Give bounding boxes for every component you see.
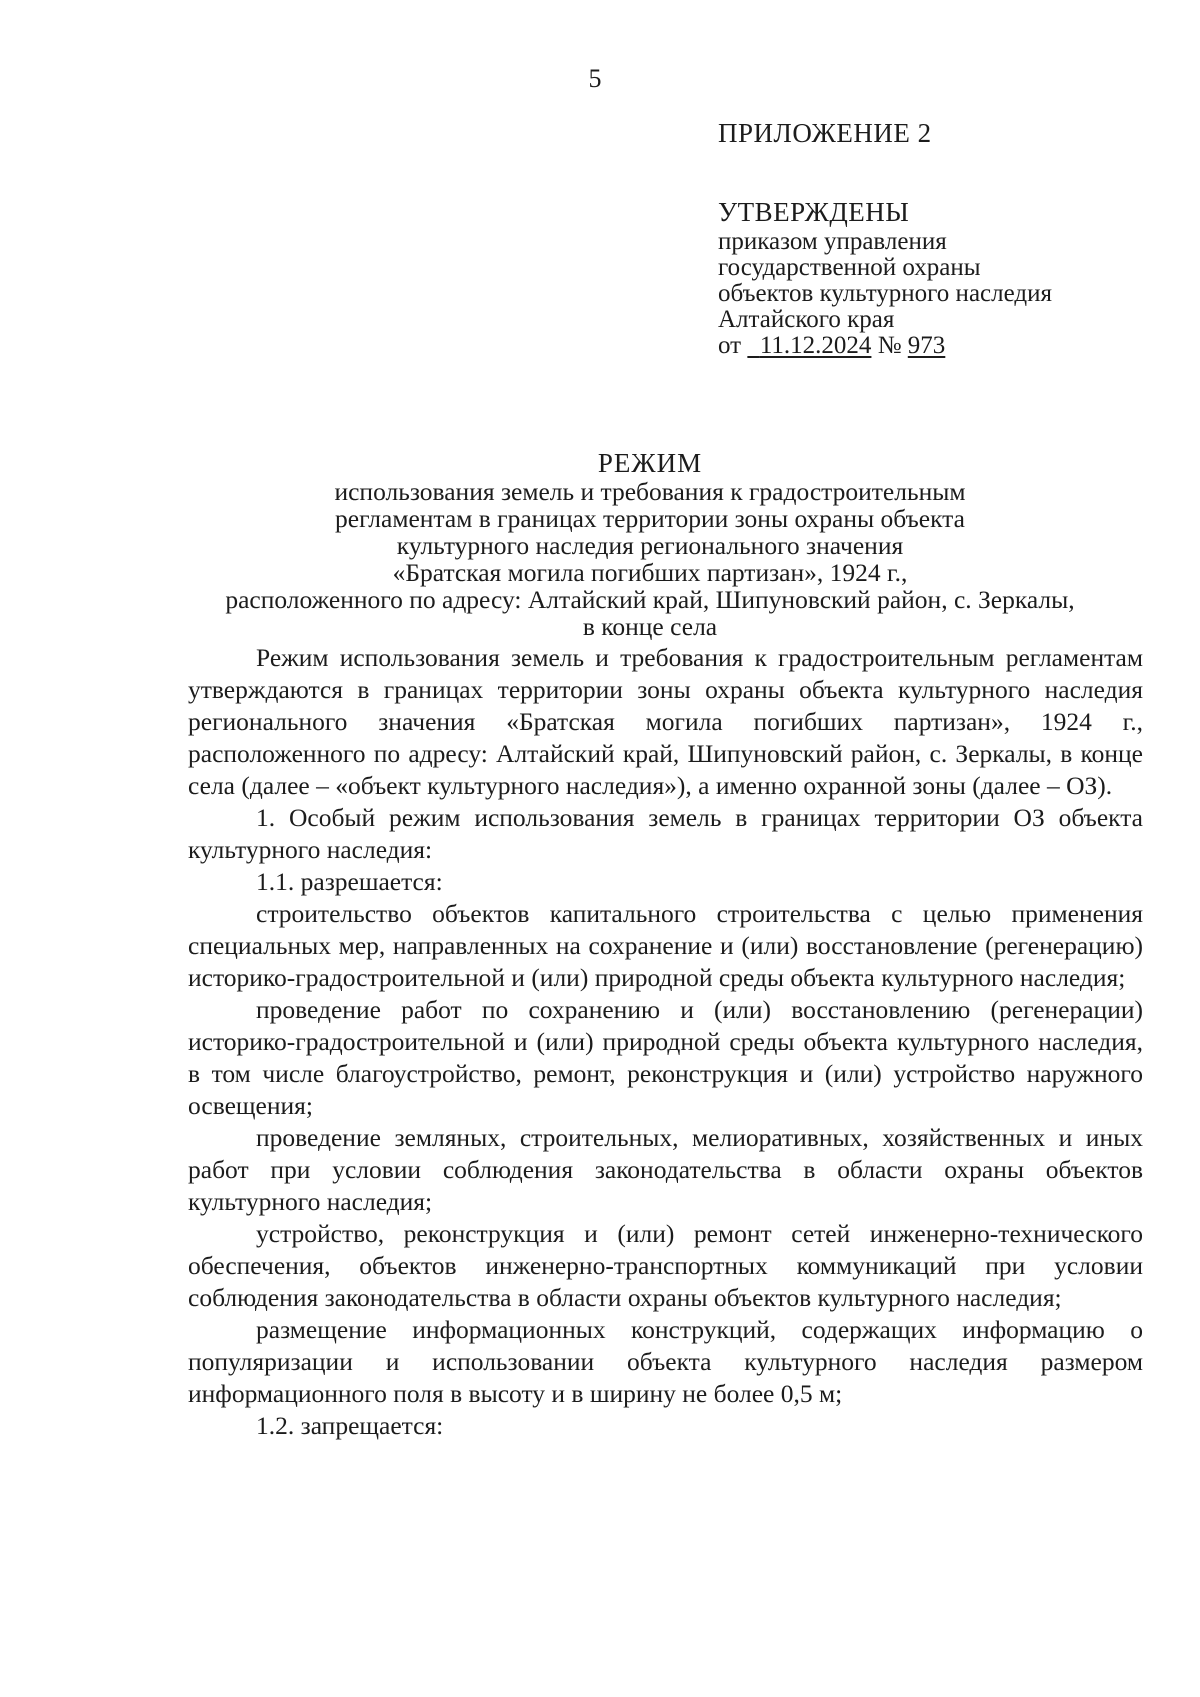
title-line: использования земель и требования к градостроительным bbox=[334, 477, 966, 506]
approved-label: УТВЕРЖДЕНЫ bbox=[718, 197, 910, 227]
title-subtitle bbox=[170, 478, 1130, 640]
title-line: «Братская могила погибших партизан», 1924 г., bbox=[392, 558, 908, 587]
allowed-item: размещение информационных конструкций, содержащих информацию о популяризации и использовании объекта культурного наследия размером информационного поля в высоту и в ширину не более 0,5 м; bbox=[188, 1315, 1143, 1408]
approved-by bbox=[718, 229, 1052, 359]
appendix-label: ПРИЛОЖЕНИЕ 2 bbox=[718, 118, 932, 148]
allowed-item: проведение земляных, строительных, мелиоративных, хозяйственных и иных работ при условии соблюдения законодательства в области охраны объектов культурного наследия; bbox=[188, 1123, 1143, 1216]
allowed-item: проведение работ по сохранению и (или) восстановлению (регенерации) историко-градостроительной и (или) природной среды объекта культурного наследия, в том числе благоустройство, ремонт, реконструкция и (или) устройство наружного освещения; bbox=[188, 995, 1143, 1120]
order-number-sign: № bbox=[877, 332, 902, 359]
allowed-item: устройство, реконструкция и (или) ремонт сетей инженерно-технического обеспечения, объектов инженерно-транспортных коммуникаций при условии соблюдения законодательства в области охраны объектов культурного наследия; bbox=[188, 1219, 1143, 1312]
allowed-item: строительство объектов капитального строительства с целью применения специальных мер, направленных на сохранение и (или) восстановление (регенерацию) историко-градостроительной и (или) природной среды объекта культурного наследия; bbox=[188, 899, 1143, 992]
order-date: 11.12.2024 bbox=[759, 332, 872, 359]
title-main: РЕЖИМ bbox=[597, 448, 703, 478]
intro-paragraph: Режим использования земель и требования к градостроительным регламентам утверждаются в границах территории зоны охраны объекта культурного наследия регионального значения «Братская могила погибших партизан», 1924 г., расположенного по адресу: Алтайский край, Шипуновский район, с. Зеркалы, в конце села (далее – «объект культурного наследия»), а именно охранной зоны (далее – ОЗ). bbox=[188, 643, 1143, 800]
order-line bbox=[718, 333, 1052, 359]
order-number: 973 bbox=[907, 332, 946, 359]
approved-by-line: объектов культурного наследия bbox=[718, 280, 1052, 307]
approved-by-line: государственной охраны bbox=[718, 254, 981, 281]
section-1-1-heading: 1.1. разрешается: bbox=[256, 867, 443, 896]
title-line: регламентам в границах территории зоны охраны объекта bbox=[335, 504, 965, 533]
approved-by-line: приказом управления bbox=[718, 228, 947, 255]
approved-by-line: Алтайского края bbox=[718, 306, 895, 333]
approval-block bbox=[718, 118, 1052, 359]
page-number: 5 bbox=[588, 64, 602, 93]
document-title bbox=[170, 448, 1130, 640]
title-line: культурного наследия регионального значения bbox=[396, 531, 904, 560]
document-body bbox=[188, 642, 1143, 1442]
title-line: расположенного по адресу: Алтайский край, Шипуновский район, с. Зеркалы, bbox=[225, 585, 1075, 614]
section-1-2-heading: 1.2. запрещается: bbox=[256, 1411, 444, 1440]
section-1-heading: 1. Особый режим использования земель в границах территории ОЗ объекта культурного наследия: bbox=[188, 803, 1143, 864]
title-line: в конце села bbox=[582, 612, 718, 641]
order-prefix: от bbox=[718, 332, 742, 359]
